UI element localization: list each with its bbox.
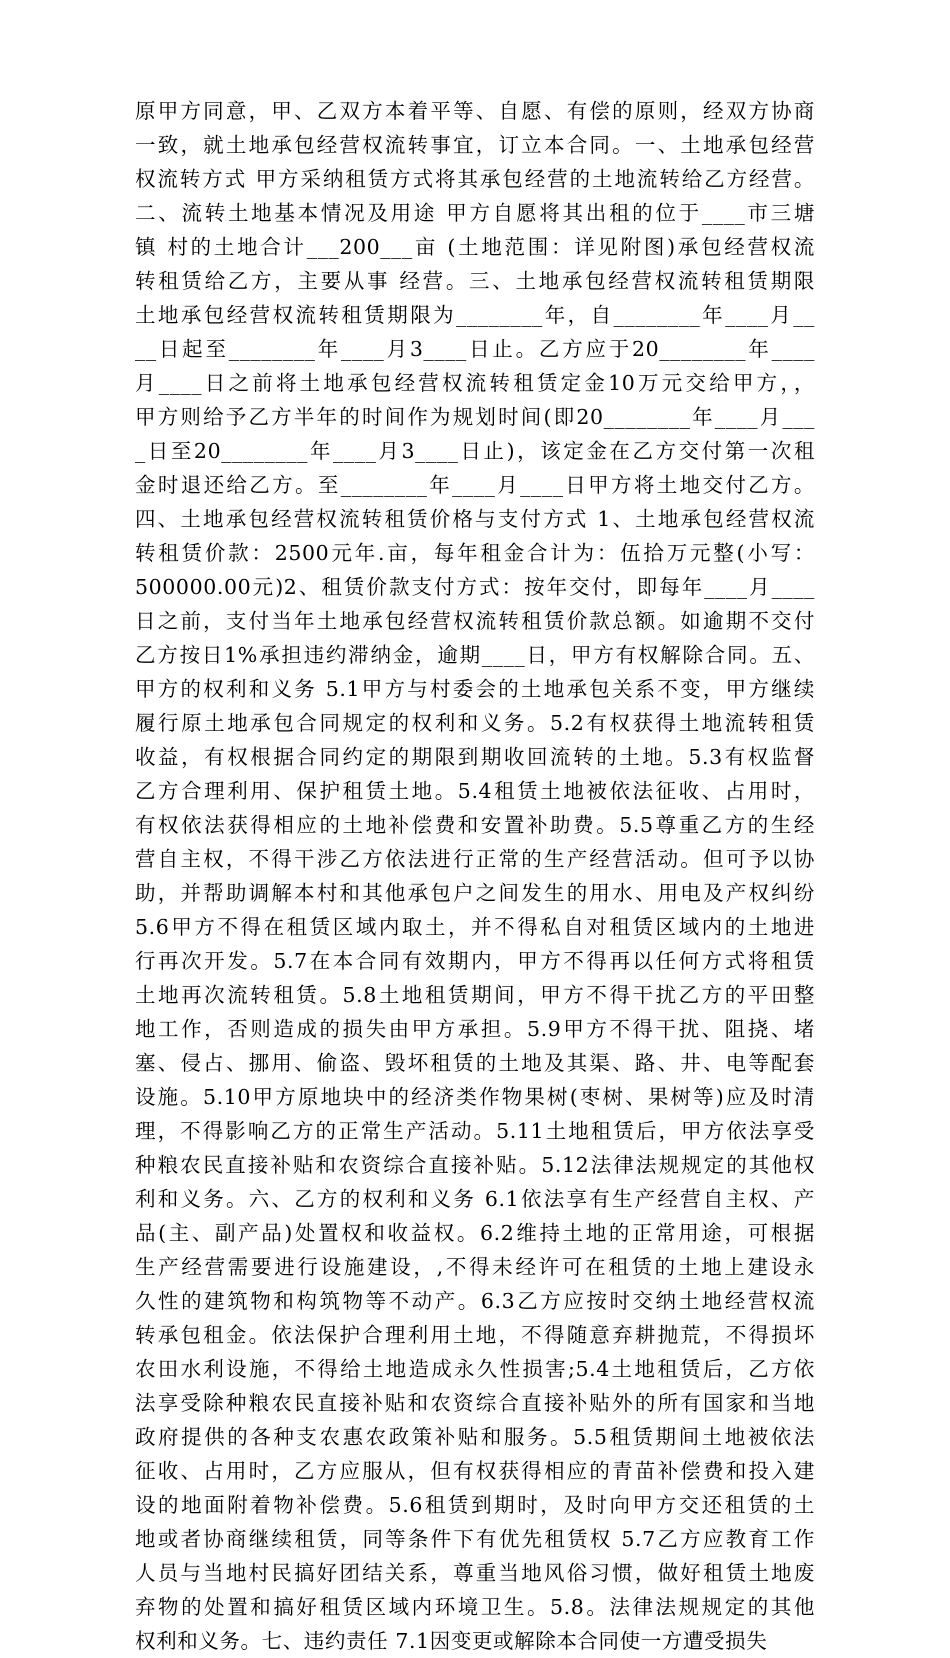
text-line: 农田水利设施，不得给土地造成永久性损害;5.4土地租赁后，乙方依 [135, 1357, 815, 1381]
text-line: 设施。5.10甲方原地块中的经济类作物果树(枣树、果树等)应及时清 [135, 1085, 815, 1109]
text-line: 履行原土地承包合同规定的权利和义务。5.2有权获得土地流转租赁 [135, 711, 815, 735]
text-line: 种粮农民直接补贴和农资综合直接补贴。5.12法律法规规定的其他权 [135, 1153, 815, 1177]
text-line: __日起至________年____月3____日止。乙方应于20________年____ [135, 337, 815, 361]
text-line: 5.6甲方不得在租赁区域内取土，并不得私自对租赁区域内的土地进 [135, 915, 815, 939]
text-line: 人员与当地村民搞好团结关系，尊重当地风俗习惯，做好租赁土地废 [135, 1561, 815, 1585]
text-line: 转租赁给乙方，主要从事 经营。三、土地承包经营权流转租赁期限 [135, 269, 815, 293]
text-line: 权流转方式 甲方采纳租赁方式将其承包经营的土地流转给乙方经营。 [135, 167, 815, 191]
text-line: 甲方则给予乙方半年的时间作为规划时间(即20________年____月___ [135, 405, 815, 429]
text-line: 地工作，否则造成的损失由甲方承担。5.9甲方不得干扰、阻挠、堵 [135, 1017, 815, 1041]
document-body [135, 94, 815, 1658]
text-line: 转承包租金。依法保护合理利用土地，不得随意弃耕抛荒，不得损坏 [135, 1323, 815, 1347]
text-line: 收益，有权根据合同约定的期限到期收回流转的土地。5.3有权监督 [135, 745, 815, 769]
text-line: 土地再次流转租赁。5.8土地租赁期间，甲方不得干扰乙方的平田整 [135, 983, 815, 1007]
text-line: 生产经营需要进行设施建设，,不得未经许可在租赁的土地上建设永 [135, 1255, 815, 1279]
text-line: 甲方的权利和义务 5.1甲方与村委会的土地承包关系不变，甲方继续 [135, 677, 815, 701]
text-line: 乙方合理利用、保护租赁土地。5.4租赁土地被依法征收、占用时， [135, 779, 815, 803]
text-line: 理，不得影响乙方的正常生产活动。5.11土地租赁后，甲方依法享受 [135, 1119, 815, 1143]
text-line: 设的地面附着物补偿费。5.6租赁到期时，及时向甲方交还租赁的土 [135, 1493, 815, 1517]
text-line: 品(主、副产品)处置权和收益权。6.2维持土地的正常用途，可根据 [135, 1221, 815, 1245]
text-line: 弃物的处置和搞好租赁区域内环境卫生。5.8。法律法规规定的其他 [135, 1595, 815, 1619]
text-line: _日至20________年____月3____日止)，该定金在乙方交付第一次租 [135, 439, 815, 463]
text-line: 政府提供的各种支农惠农政策补贴和服务。5.5租赁期间土地被依法 [135, 1425, 815, 1449]
text-line: 久性的建筑物和构筑物等不动产。6.3乙方应按时交纳土地经营权流 [135, 1289, 815, 1313]
text-line: 镇 村的土地合计___200___亩 (土地范围：详见附图)承包经营权流 [135, 235, 815, 259]
text-line: 有权依法获得相应的土地补偿费和安置补助费。5.5尊重乙方的生经 [135, 813, 815, 837]
text-line: 法享受除种粮农民直接补贴和农资综合直接补贴外的所有国家和当地 [135, 1391, 815, 1415]
text-line: 助，并帮助调解本村和其他承包户之间发生的用水、用电及产权纠纷 [135, 881, 815, 905]
text-line: 土地承包经营权流转租赁期限为________年，自________年____月__ [135, 303, 815, 327]
text-line: 500000.00元)2、租赁价款支付方式：按年交付，即每年____月____ [135, 575, 815, 599]
text-line: 金时退还给乙方。至________年____月____日甲方将土地交付乙方。 [135, 473, 815, 497]
text-line: 营自主权，不得干涉乙方依法进行正常的生产经营活动。但可予以协 [135, 847, 815, 871]
text-line: 月____日之前将土地承包经营权流转租赁定金10万元交给甲方，， [135, 371, 815, 395]
text-line: 四、土地承包经营权流转租赁价格与支付方式 1、土地承包经营权流 [135, 507, 815, 531]
text-line: 权利和义务。七、违约责任 7.1因变更或解除本合同使一方遭受损失 [135, 1629, 768, 1653]
text-line: 转租赁价款：2500元年.亩，每年租金合计为：伍拾万元整(小写： [135, 541, 815, 565]
text-line: 塞、侵占、挪用、偷盗、毁坏租赁的土地及其渠、路、井、电等配套 [135, 1051, 815, 1075]
text-line: 乙方按日1%承担违约滞纳金，逾期____日，甲方有权解除合同。五、 [135, 643, 815, 667]
text-line: 地或者协商继续租赁，同等条件下有优先租赁权 5.7乙方应教育工作 [135, 1527, 815, 1551]
text-line: 二、流转土地基本情况及用途 甲方自愿将其出租的位于____市三塘 [135, 201, 815, 225]
text-line: 征收、占用时，乙方应服从，但有权获得相应的青苗补偿费和投入建 [135, 1459, 815, 1483]
text-line: 一致，就土地承包经营权流转事宜，订立本合同。一、土地承包经营 [135, 133, 815, 157]
text-line: 利和义务。六、乙方的权利和义务 6.1依法享有生产经营自主权、产 [135, 1187, 815, 1211]
text-line: 日之前，支付当年土地承包经营权流转租赁价款总额。如逾期不交付 [135, 609, 815, 633]
text-line: 原甲方同意，甲、乙双方本着平等、自愿、有偿的原则，经双方协商 [135, 99, 815, 123]
text-line: 行再次开发。5.7在本合同有效期内，甲方不得再以任何方式将租赁 [135, 949, 815, 973]
